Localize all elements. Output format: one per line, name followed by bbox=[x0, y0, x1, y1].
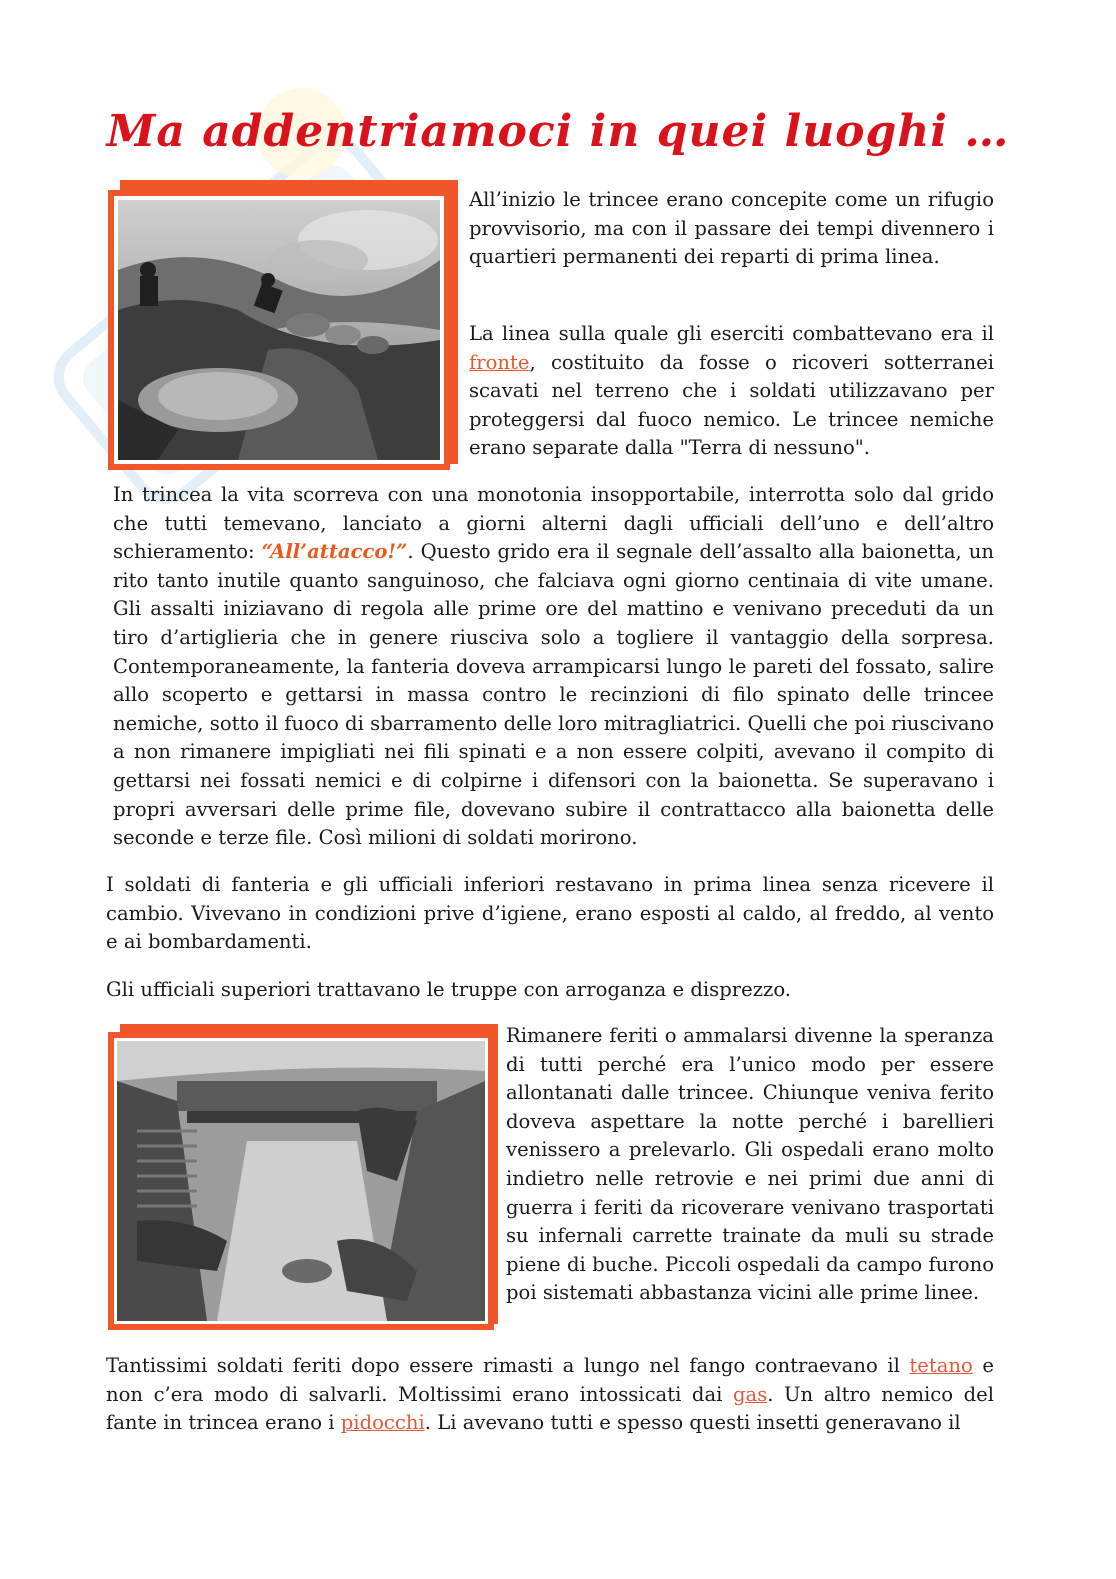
paragraph-3-text-b: . Questo grido era il segnale dell’assalto alla baionetta, un rito tanto inutile quanto sanguinoso, che falciava ogni giorno centinaia di vite umane. Gli assalti iniziavano di regola alle prime ore del mattino e venivano preceduti da un tiro d’artiglieria che in genere riusciva solo a togliere il vantaggio della sorpresa. Contemporaneamente, la fanteria doveva arrampicarsi lungo le pareti del fossato, salire allo scoperto e gettarsi in massa contro le recinzioni di filo spinato delle trincee nemiche, sotto il fuoco di sbarramento delle loro mitragliatrici. Quelli che poi riuscivano a non rimanere impigliati nei fili spinati e a non essere colpiti, avevano il compito di gettarsi nei fossati nemici e di colpirne i difensori con la baionetta. Se superavano i propri avversari delle prime file, dovevano subire il contrattacco alla baionetta delle seconde e terze file. Così milioni di soldati morirono. bbox=[113, 540, 994, 850]
paragraph-7-text-b: e non c’era modo di salvarli. Moltissimi erano intossicati dai bbox=[106, 1354, 995, 1406]
paragraph-6: Rimanere feriti o ammalarsi divenne la speranza di tutti perché era l’unico modo per essere allontanati dalle trincee. Chiunque veniva ferito doveva aspettare la notte perché i barellieri venissero a prelevarlo. Gli ospedali erano molto indietro nelle retrovie e nei primi due anni di guerra i feriti da ricoverare venivano trasportati su infernali carrette trainate da muli su strade piene di buche. Piccoli ospedali da campo furono poi sistemati abbastanza vicini alle prime linee. bbox=[506, 1024, 994, 1305]
soldiers-in-trench-image bbox=[118, 200, 440, 460]
paragraph-2 bbox=[469, 320, 994, 463]
paragraph-4: I soldati di fanteria e gli ufficiali inferiori restavano in prima linea senza ricevere il cambio. Vivevano in condizioni prive d’igiene, erano esposti al caldo, al freddo, al vento e ai bombardamenti. bbox=[106, 873, 994, 954]
pidocchi-link[interactable]: pidocchi bbox=[340, 1411, 425, 1435]
paragraph-5: Gli ufficiali superiori trattavano le truppe con arroganza e disprezzo. bbox=[106, 978, 792, 1001]
paragraph-3-text-a: In trincea la vita scorreva con una monotonia insopportabile, interrotta solo dal grido che tutti temevano, lanciato a giorni alterni dagli ufficiali dell’uno e dell’altro schieramento: bbox=[113, 483, 994, 564]
paragraph-7-text-a: Tantissimi soldati feriti dopo essere rimasti a lungo nel fango contraevano il bbox=[106, 1354, 910, 1377]
paragraph-2-text-b: , costituito da fosse o ricoveri sotterranei scavati nel terreno che i soldati utilizzavano per proteggersi dal fuoco nemico. Le trincee nemiche erano separate dalla "Terra di nessuno". bbox=[469, 350, 994, 460]
paragraph-3 bbox=[113, 481, 994, 853]
paragraph-7 bbox=[106, 1352, 994, 1438]
paragraph-7-text-c: . Un altro nemico del fante in trincea erano i bbox=[106, 1382, 995, 1435]
fronte-link[interactable]: fronte bbox=[469, 350, 530, 374]
page-title: Ma addentriamoci in quei luoghi … bbox=[106, 106, 1010, 157]
paragraph-2-text-a: La linea sulla quale gli eserciti combattevano era il bbox=[469, 322, 994, 345]
attack-quote: “All’attacco!” bbox=[261, 540, 408, 564]
gas-link[interactable]: gas bbox=[732, 1382, 768, 1406]
paragraph-7-text-d: . Li avevano tutti e spesso questi insetti generavano il bbox=[424, 1411, 961, 1435]
trench-photo-1 bbox=[108, 180, 458, 470]
tetano-link[interactable]: tetano bbox=[909, 1354, 973, 1377]
trench-photo-2 bbox=[108, 1024, 498, 1330]
paragraph-1: All’inizio le trincee erano concepite come un rifugio provvisorio, ma con il passare dei tempi divennero i quartieri permanenti dei reparti di prima linea. bbox=[469, 188, 994, 269]
trench-bunker-image bbox=[117, 1041, 485, 1321]
